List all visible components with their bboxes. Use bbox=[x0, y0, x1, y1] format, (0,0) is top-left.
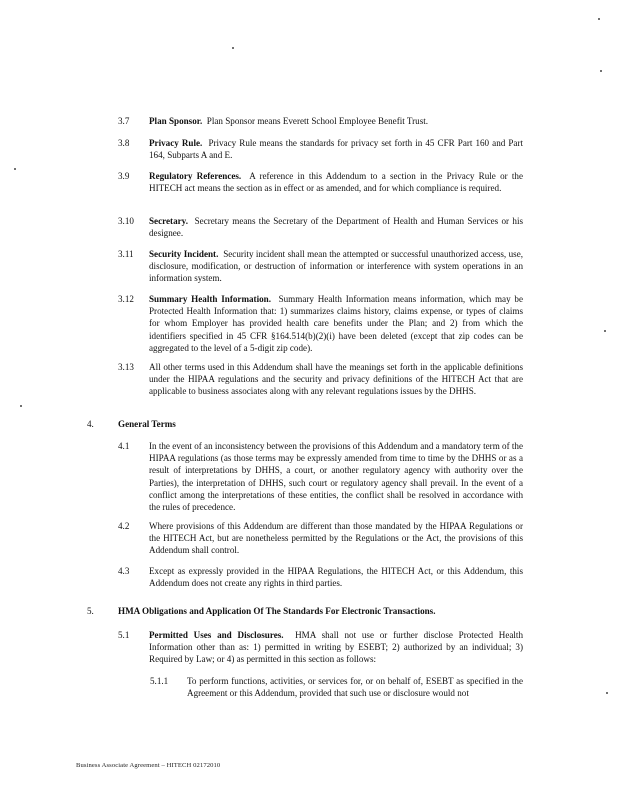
scan-speck bbox=[14, 168, 16, 170]
clause-body: Security incident shall mean the attempted or successful unauthorized access, use, disclosure, modification, or destruction of information or interference with system operations in an information system. bbox=[149, 249, 524, 284]
section-title: HMA Obligations and Application Of The Standards For Electronic Transactions. bbox=[118, 606, 436, 616]
clause-heading: Plan Sponsor. bbox=[149, 116, 203, 126]
clause-number: 3.13 bbox=[118, 362, 134, 372]
scan-speck bbox=[604, 330, 606, 332]
clause-number: 4.2 bbox=[118, 521, 130, 531]
clause-number: 4.3 bbox=[118, 566, 130, 576]
clause-body: Secretary means the Secretary of the Department of Health and Human Services or his designee. bbox=[149, 216, 524, 239]
clause-number: 3.12 bbox=[118, 294, 134, 304]
clause-body: Except as expressly provided in the HIPAA Regulations, the HITECH Act, or this Addendum, this Addendum does not create any rights in third parties. bbox=[149, 566, 523, 589]
clause-number: 3.11 bbox=[118, 249, 134, 259]
clause-number: 3.9 bbox=[118, 171, 130, 181]
scan-speck bbox=[600, 70, 602, 72]
scan-speck bbox=[232, 47, 234, 49]
scan-speck bbox=[598, 18, 600, 20]
clause-heading: Summary Health Information. bbox=[149, 294, 271, 304]
clause-heading: Regulatory References. bbox=[149, 171, 242, 181]
clause-number: 5.1.1 bbox=[150, 676, 169, 686]
scan-speck bbox=[606, 692, 608, 694]
clause-number: 3.7 bbox=[118, 116, 130, 126]
clause-number: 4.1 bbox=[118, 441, 130, 451]
section-title: General Terms bbox=[118, 419, 176, 429]
clause-body: Privacy Rule means the standards for privacy set forth in 45 CFR Part 160 and Part 164, Subparts A and E. bbox=[149, 138, 523, 161]
clause-body: To perform functions, activities, or services for, or on behalf of, ESEBT as specified in the Agreement or this Addendum, provided that such use or disclosure would not bbox=[187, 676, 523, 699]
clause-body: Plan Sponsor means Everett School Employee Benefit Trust. bbox=[206, 116, 429, 126]
clause-body: A reference in this Addendum to a section in the Privacy Rule or the HITECH act means the section as in effect or as amended, and for which compliance is required. bbox=[149, 171, 523, 194]
clause-heading: Security Incident. bbox=[149, 249, 219, 259]
clause-body: Summary Health Information means information, which may be Protected Health Information that: 1) summarizes claims history, claims expense, or types of claims for whom Employer has provided health care benefits under the Plan; and 2) from which the identifiers specified in 45 CFR §164.514(b)(2)(i) have been deleted (except that zip codes can be aggregated to the level of a 5-digit zip code). bbox=[149, 294, 524, 353]
clause-body: HMA shall not use or further disclose Protected Health Information other than as: 1) permitted in writing by ESEBT; 2) authorized by an individual; 3) Required by Law; or 4) as permitted in this section as follows: bbox=[149, 630, 523, 665]
clause-number: 3.10 bbox=[118, 216, 134, 226]
section-number: 5. bbox=[87, 606, 94, 616]
page-footer: Business Associate Agreement – HITECH 02172010 bbox=[76, 762, 221, 769]
scan-speck bbox=[20, 405, 22, 407]
clause-heading: Privacy Rule. bbox=[149, 138, 203, 148]
clause-heading: Permitted Uses and Disclosures. bbox=[149, 630, 284, 640]
clause-body: In the event of an inconsistency between the provisions of this Addendum and a mandatory term of the HIPAA regulations (as those terms may be expressly amended from time to time by the DHHS or as a result of interpretations by DHHS, a court, or another regulatory agency with authority over the Parties), the interpretation of DHHS, such court or regulatory agency shall prevail. In the event of a conflict among the interpretations of these entities, the conflict shall be resolved in accordance with the rules of precedence. bbox=[149, 441, 524, 513]
clause-number: 5.1 bbox=[118, 630, 130, 640]
clause-heading: Secretary. bbox=[149, 216, 188, 226]
section-number: 4. bbox=[87, 419, 94, 429]
clause-number: 3.8 bbox=[118, 138, 130, 148]
clause-body: Where provisions of this Addendum are different than those mandated by the HIPAA Regulations or the HITECH Act, but are nonetheless permitted by the Regulations or the Act, the provisions of this Addendum shall control. bbox=[149, 521, 523, 556]
clause-body: All other terms used in this Addendum shall have the meanings set forth in the applicable definitions under the HIPAA regulations and the security and privacy definitions of the HITECH Act that are applicable to business associates along with any relevant regulations issues by the DHHS. bbox=[149, 362, 523, 397]
